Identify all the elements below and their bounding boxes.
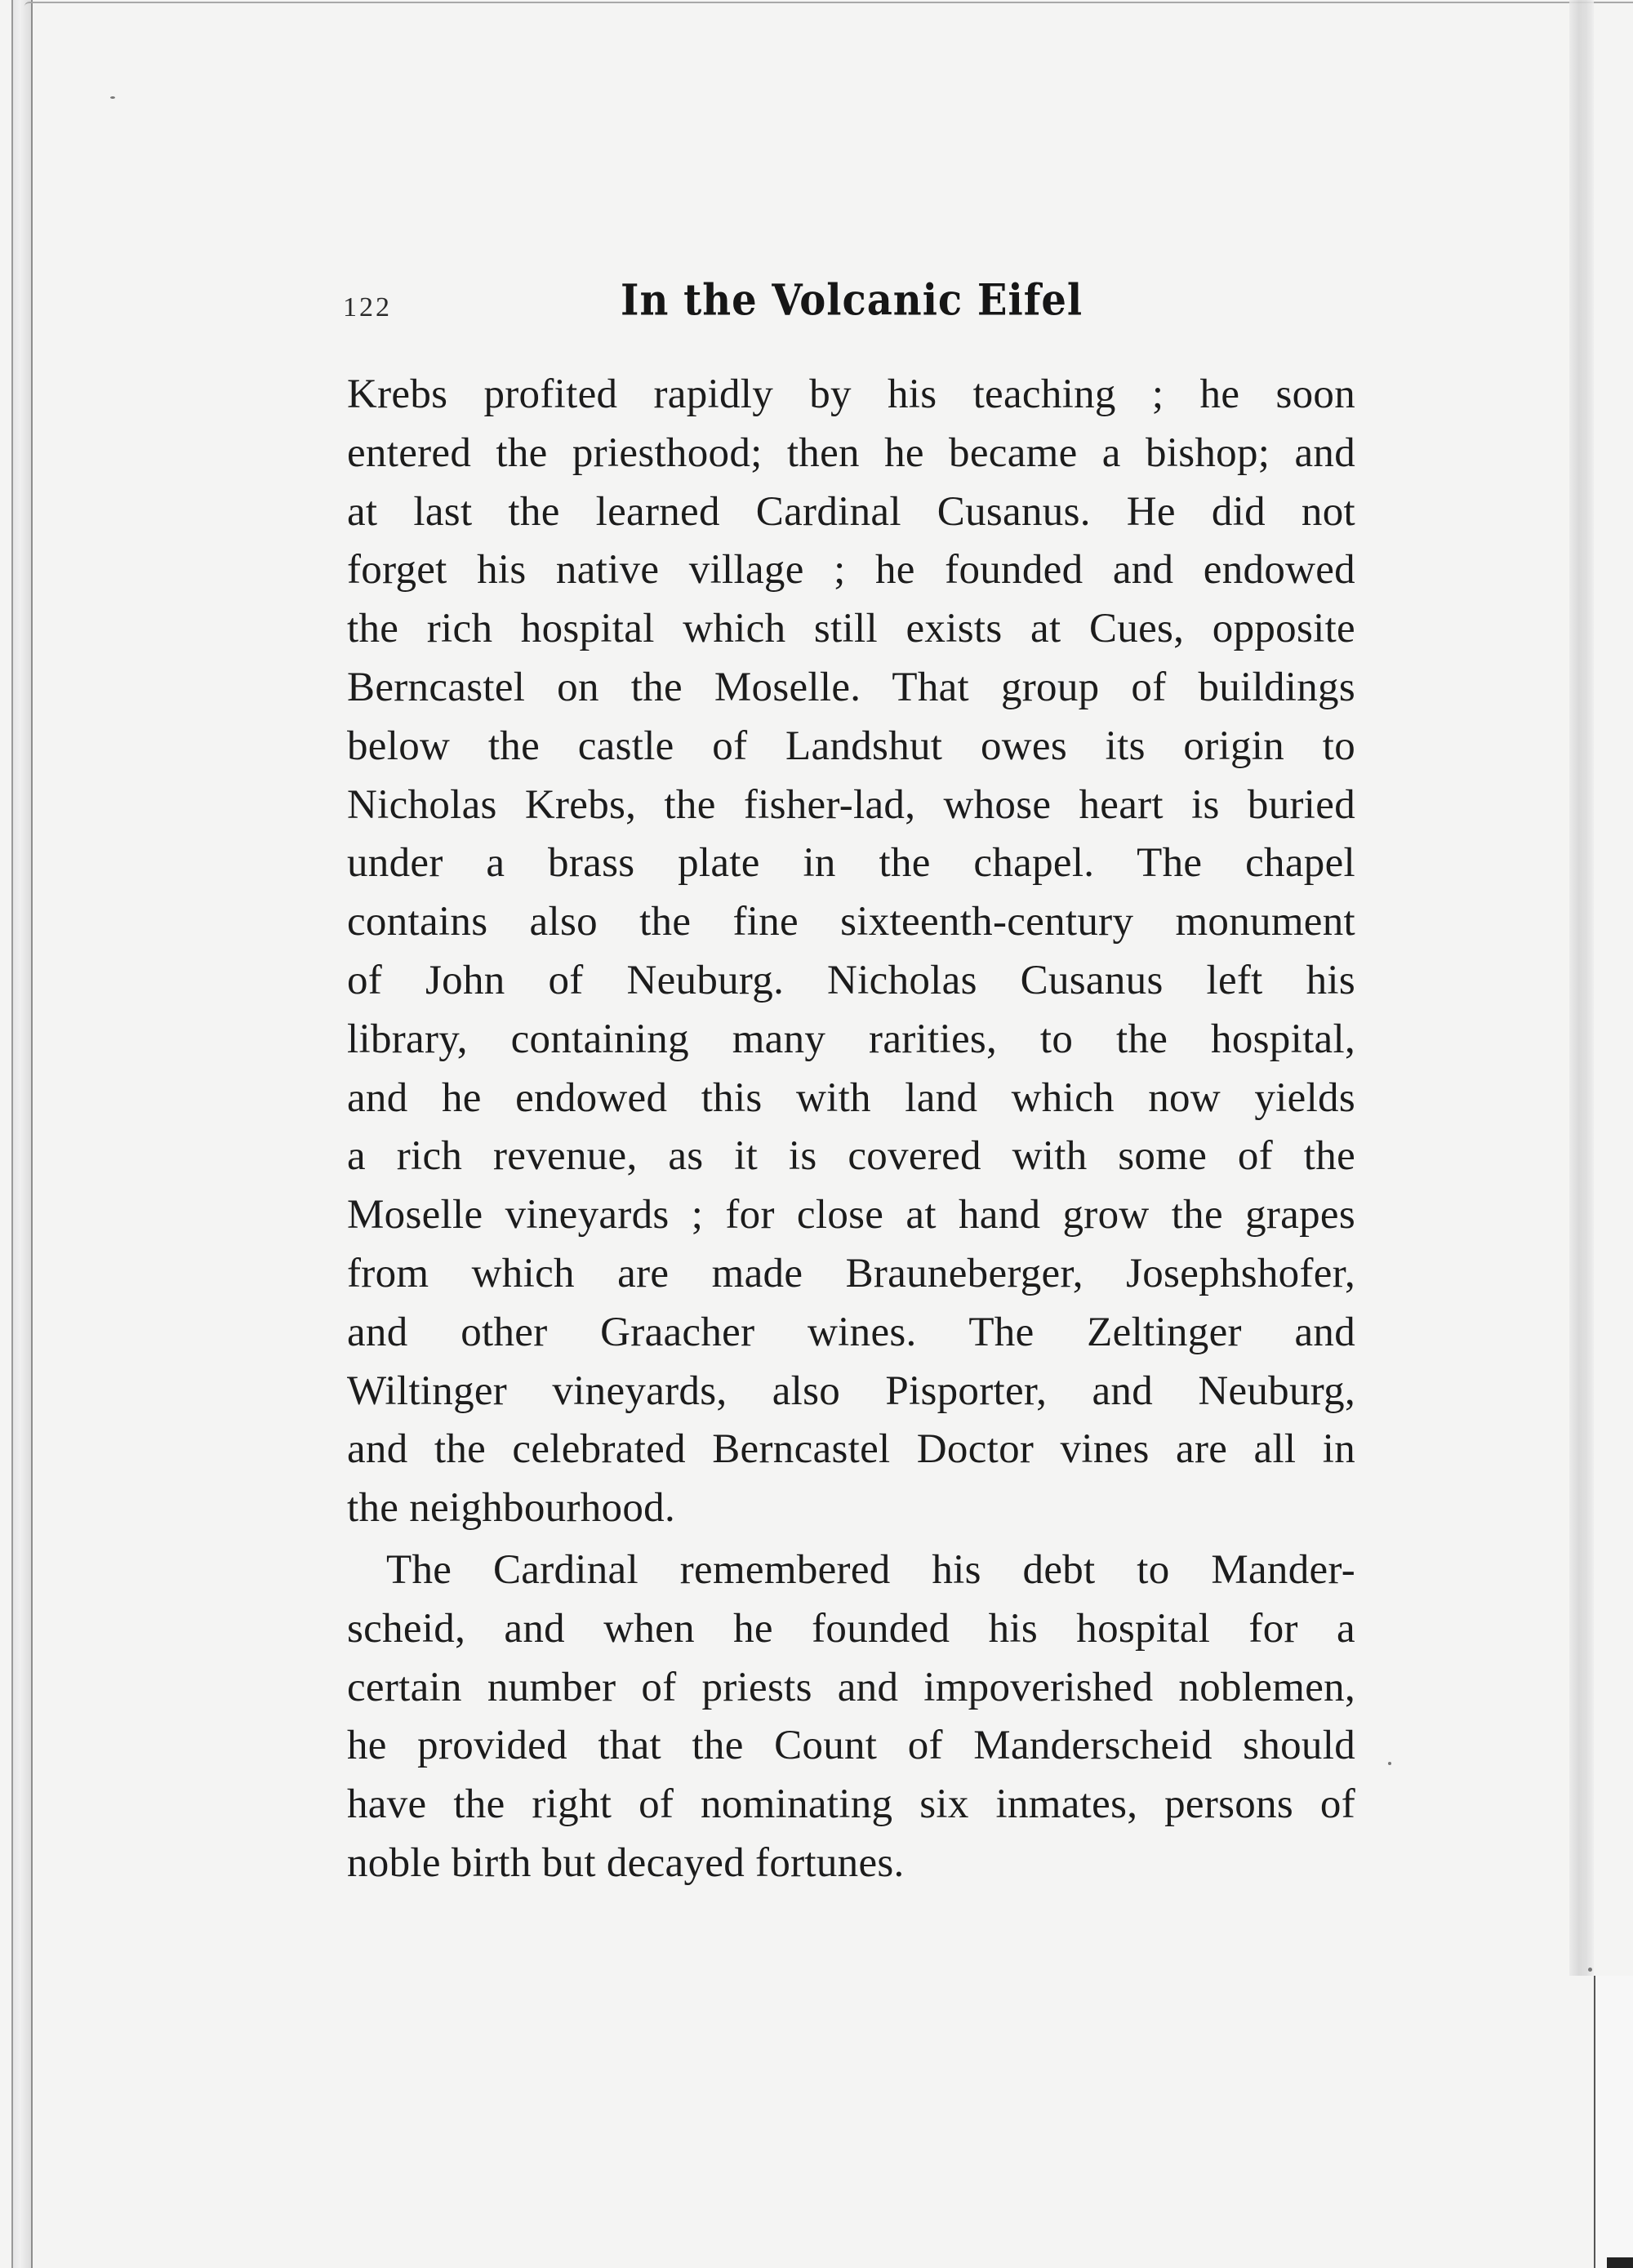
text-line: The Cardinal remembered his debt to Mander- (386, 1546, 1355, 1593)
text-line: have the right of nominating six inmates, persons of (347, 1781, 1355, 1828)
book-binding-edge (11, 0, 33, 2268)
text-line: Berncastel on the Moselle. That group of buildings (347, 664, 1355, 710)
text-line: below the castle of Landshut owes its origin to (347, 723, 1355, 769)
text-line: and other Graacher wines. The Zeltinger and (347, 1309, 1355, 1355)
page-fold-shadow (1569, 0, 1594, 1976)
text-line: and he endowed this with land which now yields (347, 1074, 1355, 1121)
text-line: entered the priesthood; then he became a bishop; and (347, 429, 1355, 476)
page-top-edge (24, 2, 1633, 7)
text-line: at last the learned Cardinal Cusanus. He did not (347, 488, 1355, 535)
text-line: from which are made Brauneberger, Josephshofer, (347, 1250, 1355, 1296)
text-line: Nicholas Krebs, the fisher-lad, whose heart is buried (347, 781, 1355, 828)
text-line: certain number of priests and impoverished noblemen, (347, 1664, 1355, 1710)
text-line: library, containing many rarities, to the hospital, (347, 1016, 1355, 1062)
text-line: and the celebrated Berncastel Doctor vines are all in (347, 1426, 1355, 1473)
text-line: contains also the fine sixteenth-century monument (347, 899, 1355, 945)
paper-speck (1588, 1968, 1592, 1972)
paragraph (347, 1541, 1355, 1893)
text-line: under a brass plate in the chapel. The chapel (347, 840, 1355, 887)
text-line: noble birth but decayed fortunes. (347, 1839, 905, 1886)
text-line: scheid, and when he founded his hospital for a (347, 1605, 1355, 1652)
page-corner-shadow (1607, 2257, 1633, 2268)
text-line: Moselle vineyards ; for close at hand grow the grapes (347, 1192, 1355, 1239)
text-line: a rich revenue, as it is covered with some of the (347, 1133, 1355, 1180)
paragraph (347, 366, 1355, 1538)
page-right-edge (1594, 1976, 1633, 2268)
text-line: Krebs profited rapidly by his teaching ; he soon (347, 371, 1355, 417)
page-number: 122 (343, 292, 392, 322)
text-line: Wiltinger vineyards, also Pisporter, and Neuburg, (347, 1367, 1355, 1414)
text-line: forget his native village ; he founded and endowed (347, 547, 1355, 594)
body-text (347, 366, 1355, 1893)
running-title: In the Volcanic Eifel (621, 275, 1083, 326)
text-line: of John of Neuburg. Nicholas Cusanus left his (347, 957, 1355, 1003)
text-line: the rich hospital which still exists at Cues, opposite (347, 606, 1355, 652)
text-line: he provided that the Count of Manderscheid should (347, 1723, 1355, 1769)
paper-speck (110, 96, 115, 99)
text-line: the neighbourhood. (347, 1485, 675, 1532)
paper-speck (1388, 1762, 1391, 1765)
running-head (343, 275, 1355, 335)
